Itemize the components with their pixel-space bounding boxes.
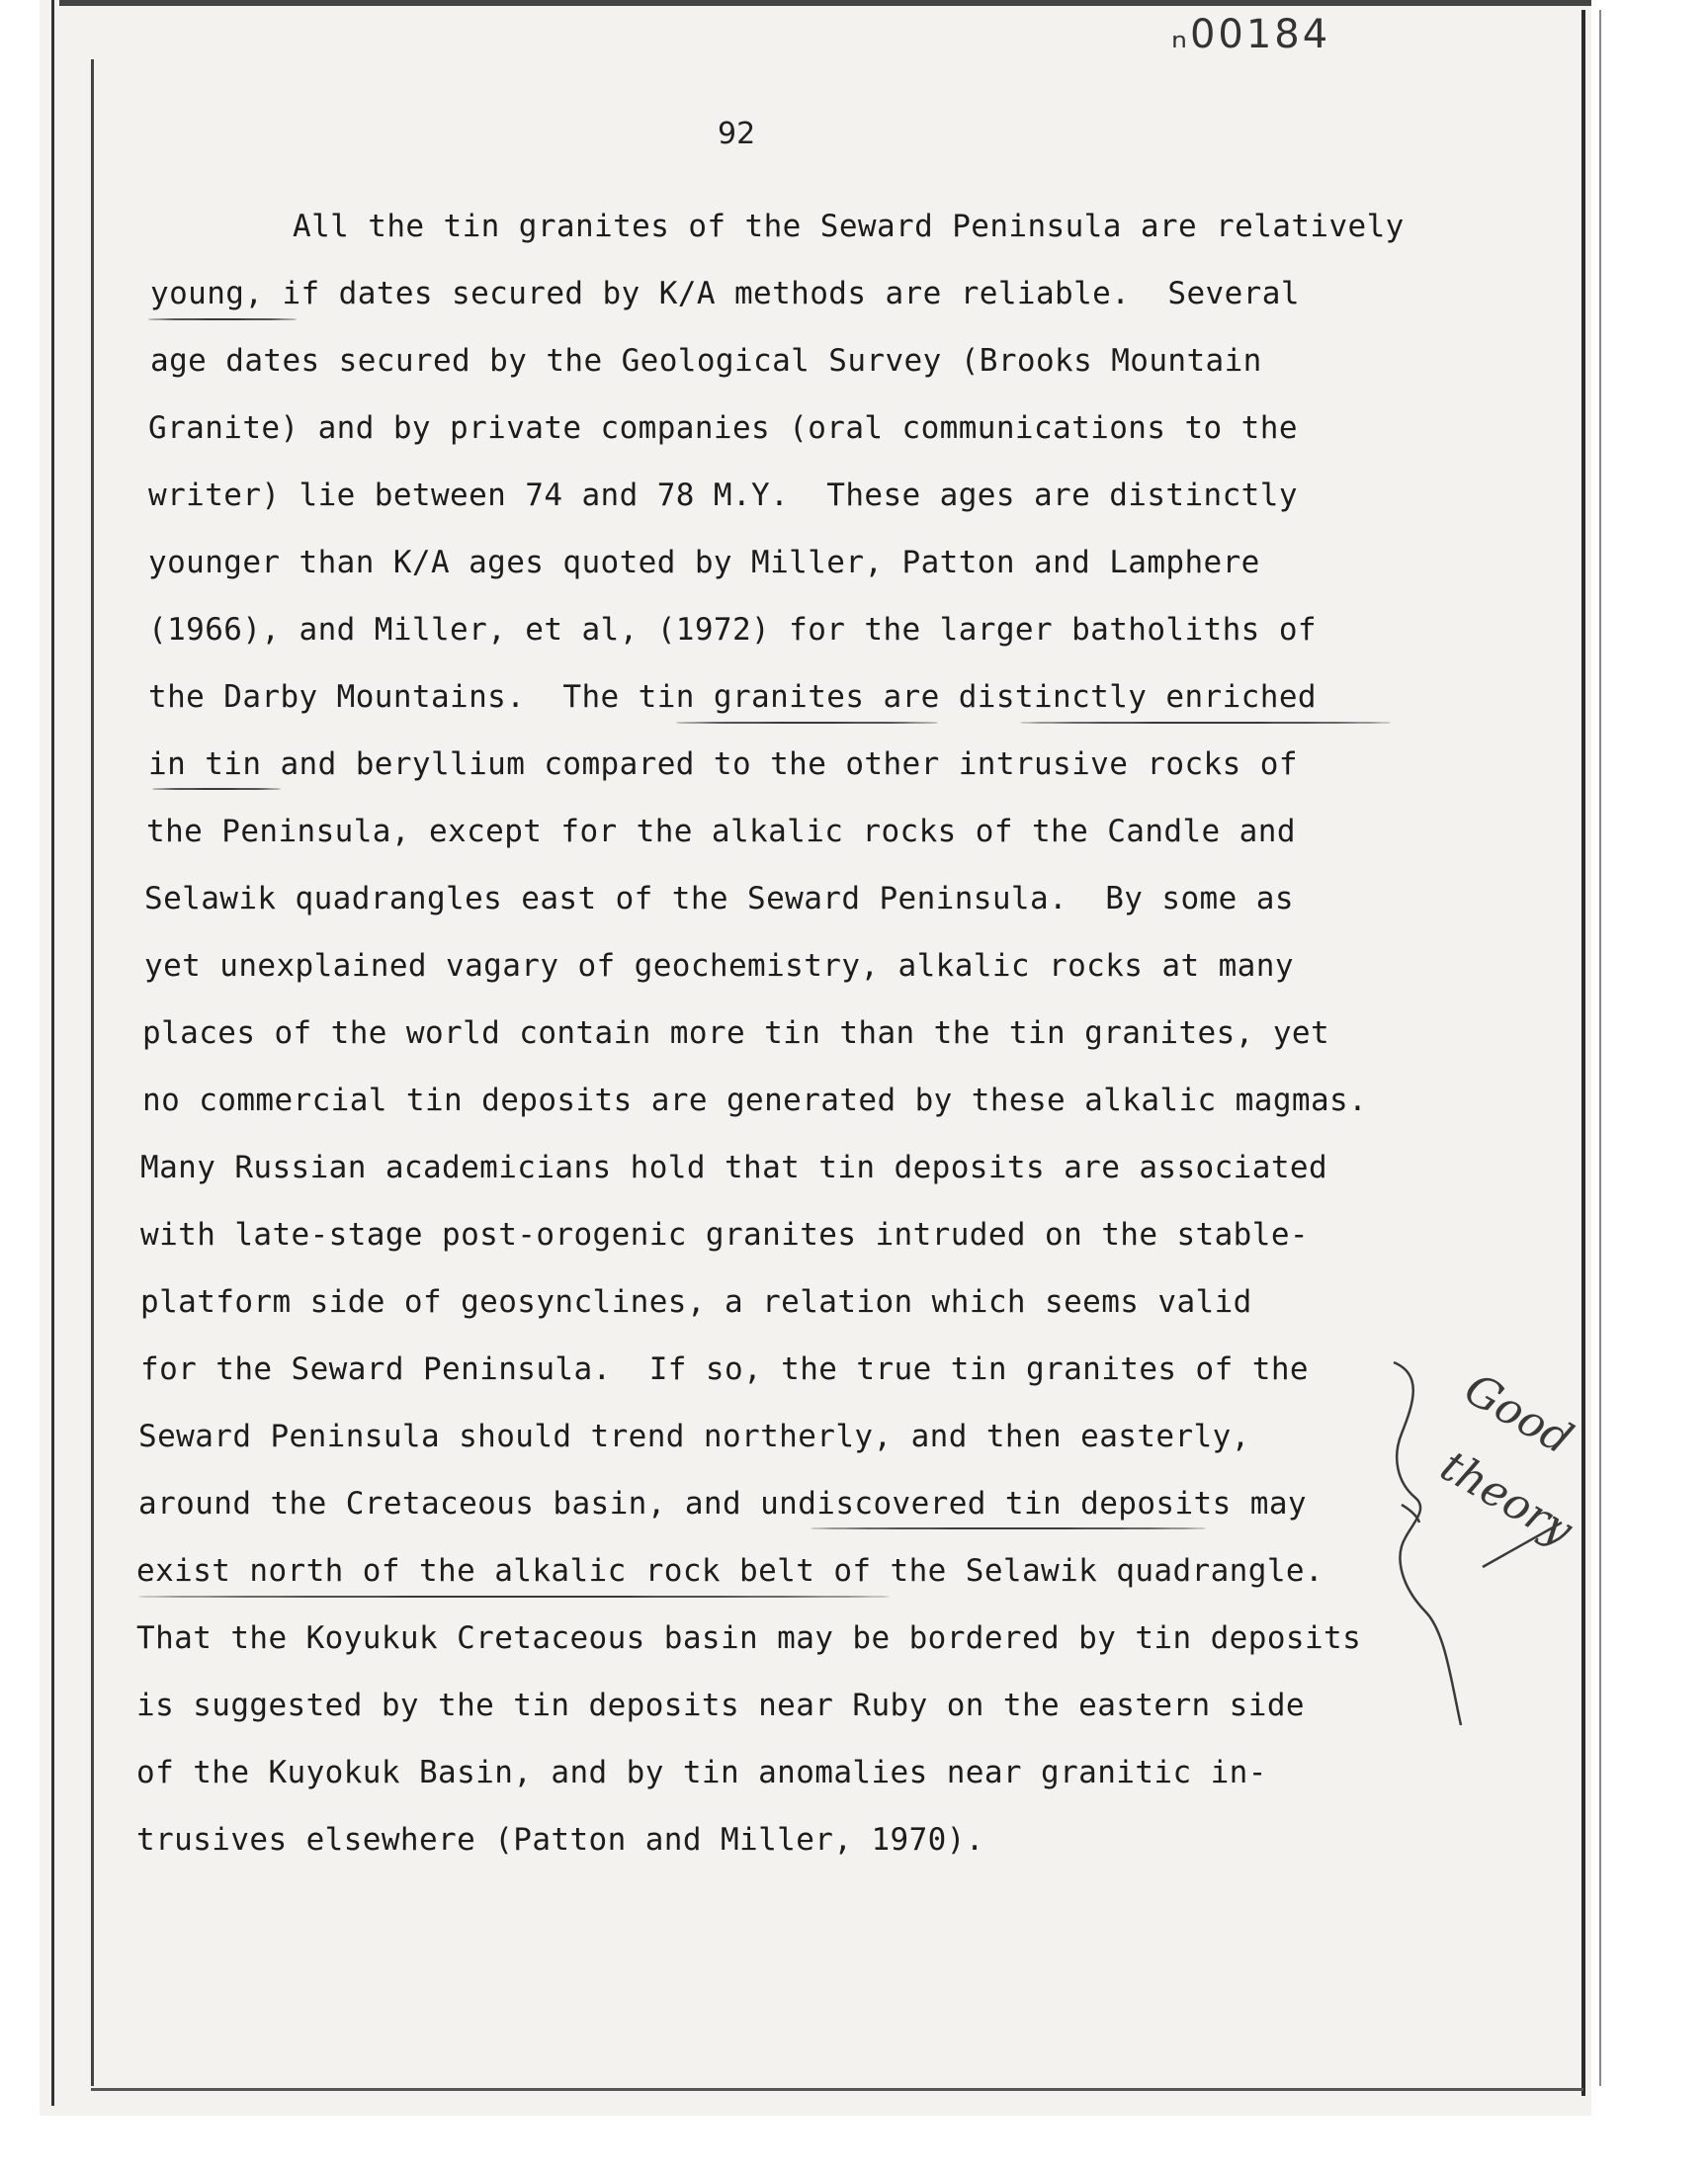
pen-underline bbox=[676, 722, 938, 724]
text-line: exist north of the alkalic rock belt of the Selawik quadrangle. bbox=[136, 1553, 1324, 1589]
text-line: in tin and beryllium compared to the other intrusive rocks of bbox=[148, 746, 1298, 782]
text-line: All the tin granites of the Seward Peninsula are relatively bbox=[293, 209, 1405, 244]
text-line: places of the world contain more tin than the tin granites, yet bbox=[142, 1015, 1330, 1051]
text-line: for the Seward Peninsula. If so, the true tin granites of the bbox=[140, 1351, 1309, 1387]
text-line: Seward Peninsula should trend northerly, and then easterly, bbox=[138, 1419, 1250, 1454]
text-line: around the Cretaceous basin, and undiscovered tin deposits may bbox=[138, 1486, 1307, 1522]
pen-underline bbox=[152, 788, 281, 790]
text-line: trusives elsewhere (Patton and Miller, 1970). bbox=[136, 1822, 984, 1858]
page-number: 92 bbox=[718, 117, 756, 151]
margin-note-theory: theory bbox=[1431, 1440, 1581, 1556]
text-line: younger than K/A ages quoted by Miller, Patton and Lamphere bbox=[148, 545, 1260, 580]
text-line: (1966), and Miller, et al, (1972) for the larger batholiths of bbox=[148, 612, 1317, 648]
pen-underline bbox=[148, 318, 297, 320]
text-line: Many Russian academicians hold that tin deposits are associated bbox=[140, 1150, 1328, 1185]
pen-underline bbox=[138, 1596, 890, 1598]
text-line: yet unexplained vagary of geochemistry, alkalic rocks at many bbox=[144, 948, 1294, 984]
text-line: Selawik quadrangles east of the Seward Peninsula. By some as bbox=[144, 881, 1294, 916]
margin-note-good: Good bbox=[1456, 1363, 1581, 1465]
pen-underline bbox=[811, 1527, 1206, 1529]
text-line: young, if dates secured by K/A methods are reliable. Several bbox=[150, 276, 1300, 311]
text-line: no commercial tin deposits are generated by these alkalic magmas. bbox=[142, 1083, 1368, 1118]
text-line: age dates secured by the Geological Survey (Brooks Mountain bbox=[150, 343, 1262, 379]
text-line: the Peninsula, except for the alkalic rocks of the Candle and bbox=[146, 814, 1296, 849]
text-line: of the Kuyokuk Basin, and by tin anomalies near granitic in- bbox=[136, 1755, 1267, 1790]
document-id-stamp: ₙ00184 bbox=[1171, 12, 1331, 57]
text-line: writer) lie between 74 and 78 M.Y. These ages are distinctly bbox=[148, 478, 1298, 513]
text-line: That the Koyukuk Cretaceous basin may be bordered by tin deposits bbox=[136, 1620, 1362, 1656]
text-line: platform side of geosynclines, a relation which seems valid bbox=[140, 1284, 1252, 1320]
pen-underline bbox=[1020, 722, 1391, 724]
text-line: with late-stage post-orogenic granites intruded on the stable- bbox=[140, 1217, 1309, 1253]
text-line: is suggested by the tin deposits near Ruby on the eastern side bbox=[136, 1688, 1305, 1723]
text-line: Granite) and by private companies (oral communications to the bbox=[148, 410, 1298, 446]
text-line: the Darby Mountains. The tin granites are distinctly enriched bbox=[148, 679, 1317, 715]
